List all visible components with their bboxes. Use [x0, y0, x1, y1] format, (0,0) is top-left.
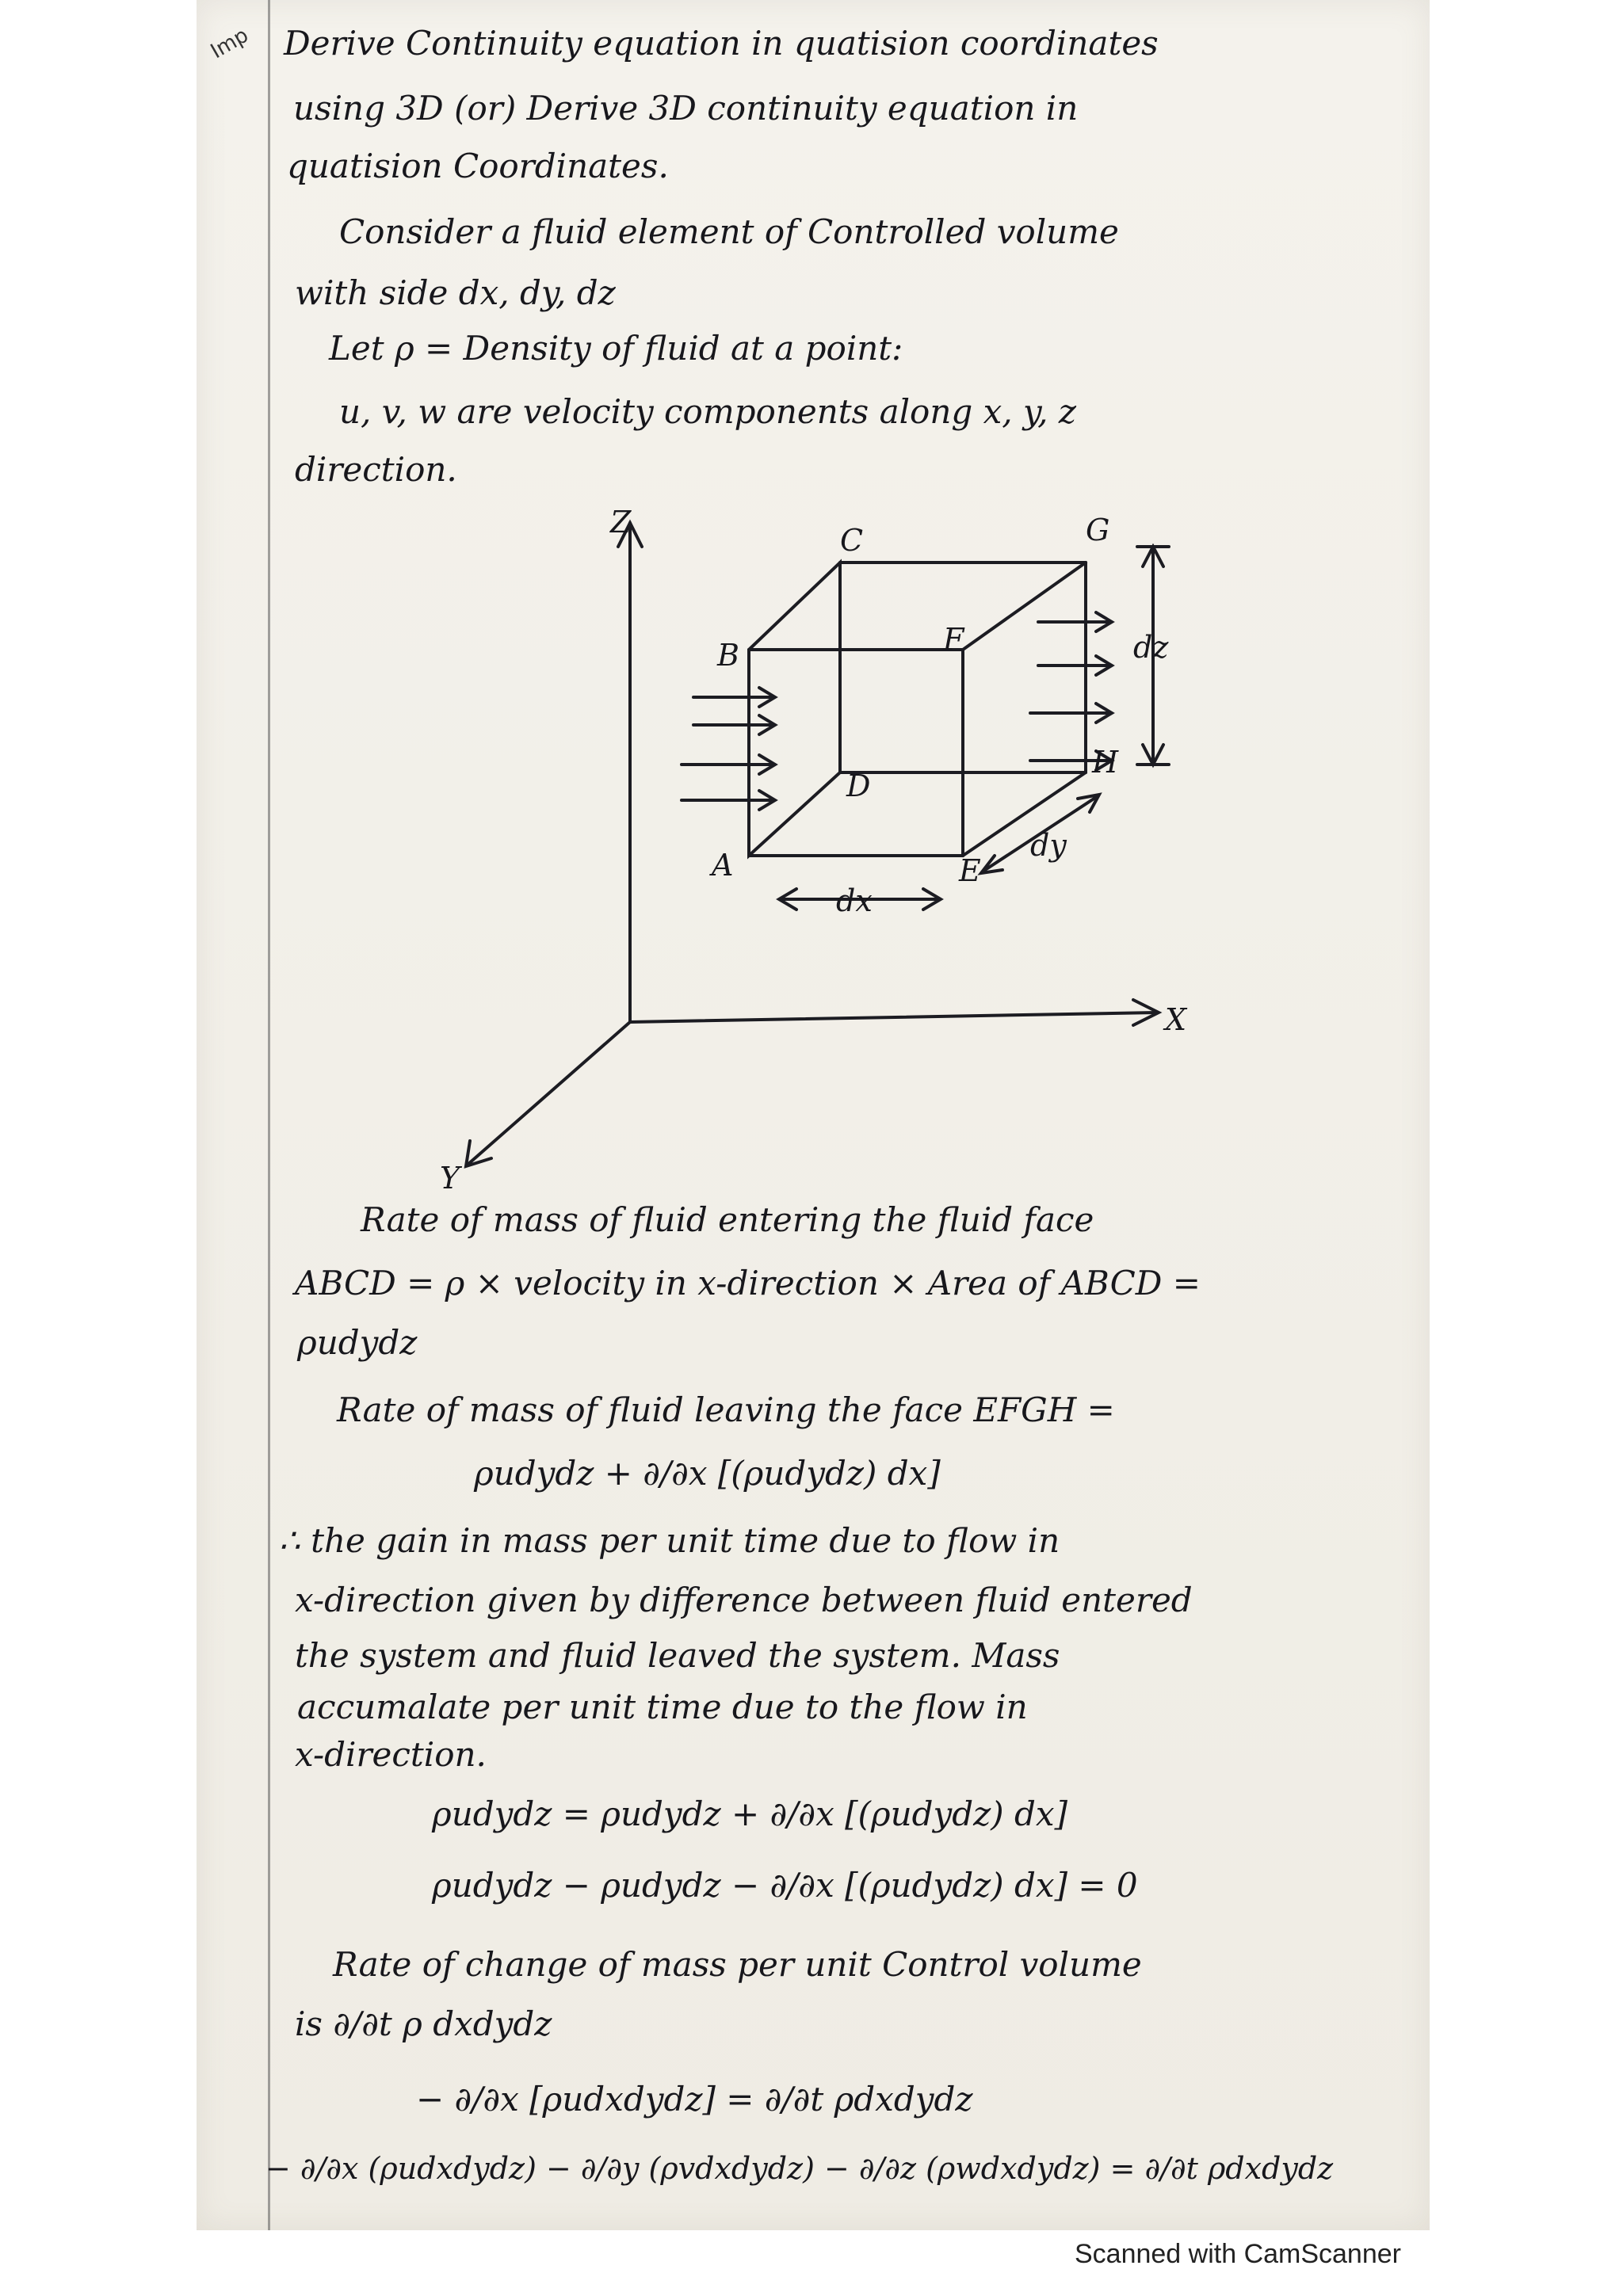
text-line: the system and fluid leaved the system. Mass: [295, 1636, 1060, 1675]
text-line: Rate of mass of fluid entering the fluid face: [361, 1200, 1094, 1239]
vertex-g: G: [1086, 513, 1110, 547]
vertex-f: F: [943, 622, 964, 657]
equation-line: ρudydz − ρudydz − ∂/∂x [(ρudydz) dx] = 0: [432, 1866, 1138, 1905]
axis-y-label: Y: [440, 1161, 460, 1196]
text-line: Let ρ = Density of fluid at a point:: [329, 329, 903, 368]
text-line: quatision Coordinates.: [287, 147, 669, 185]
text-line: Derive Continuity equation in quatision coordinates: [284, 24, 1159, 63]
margin-mark: Imp: [206, 23, 253, 64]
text-line: is ∂/∂t ρ dxdydz: [295, 2004, 552, 2043]
vertex-c: C: [840, 523, 864, 558]
text-line: Consider a fluid element of Controlled volume: [339, 212, 1119, 251]
text-line: ρudydz + ∂/∂x [(ρudydz) dx]: [474, 1454, 941, 1493]
equation-line: ρudydz = ρudydz + ∂/∂x [(ρudydz) dx]: [432, 1794, 1067, 1833]
text-line: Rate of change of mass per unit Control volume: [333, 1945, 1142, 1984]
text-line: ∴ the gain in mass per unit time due to flow in: [279, 1521, 1060, 1560]
equation-line: − ∂/∂x [ρudxdydz] = ∂/∂t ρdxdydz: [416, 2080, 973, 2119]
scanner-watermark: Scanned with CamScanner: [1074, 2239, 1401, 2269]
face-abcd: [749, 563, 840, 856]
vertex-b: B: [717, 638, 739, 673]
equation-line: − ∂/∂x (ρudxdydz) − ∂/∂y (ρvdxdydz) − ∂/∂z (ρwdxdydz) = ∂/∂t ρdxdydz: [265, 2151, 1334, 2186]
text-line: ABCD = ρ × velocity in x-direction × Area of ABCD =: [295, 1264, 1201, 1302]
x-axis: [630, 1013, 1157, 1022]
vertex-h: H: [1092, 745, 1119, 780]
axis-z-label: Z: [610, 505, 632, 540]
y-axis: [468, 1022, 630, 1165]
vertex-e: E: [959, 853, 981, 888]
vertex-d: D: [846, 769, 871, 803]
text-line: x-direction.: [295, 1735, 487, 1774]
text-line: u, v, w are velocity components along x, y, z: [339, 392, 1076, 431]
vertex-a: A: [712, 848, 734, 883]
text-line: direction.: [295, 450, 457, 489]
text-line: x-direction given by difference between fluid entered: [295, 1581, 1193, 1619]
text-line: Rate of mass of fluid leaving the face EFGH =: [337, 1390, 1115, 1429]
axis-x-label: X: [1165, 1002, 1187, 1037]
dim-dz: dz: [1133, 630, 1169, 665]
text-line: accumalate per unit time due to the flow in: [297, 1688, 1028, 1726]
text-line: ρudydz: [297, 1323, 418, 1362]
text-line: using 3D (or) Derive 3D continuity equation in: [293, 89, 1079, 128]
dim-dx: dx: [836, 883, 873, 918]
text-line: with side dx, dy, dz: [295, 273, 616, 312]
dim-dy: dy: [1030, 828, 1067, 863]
